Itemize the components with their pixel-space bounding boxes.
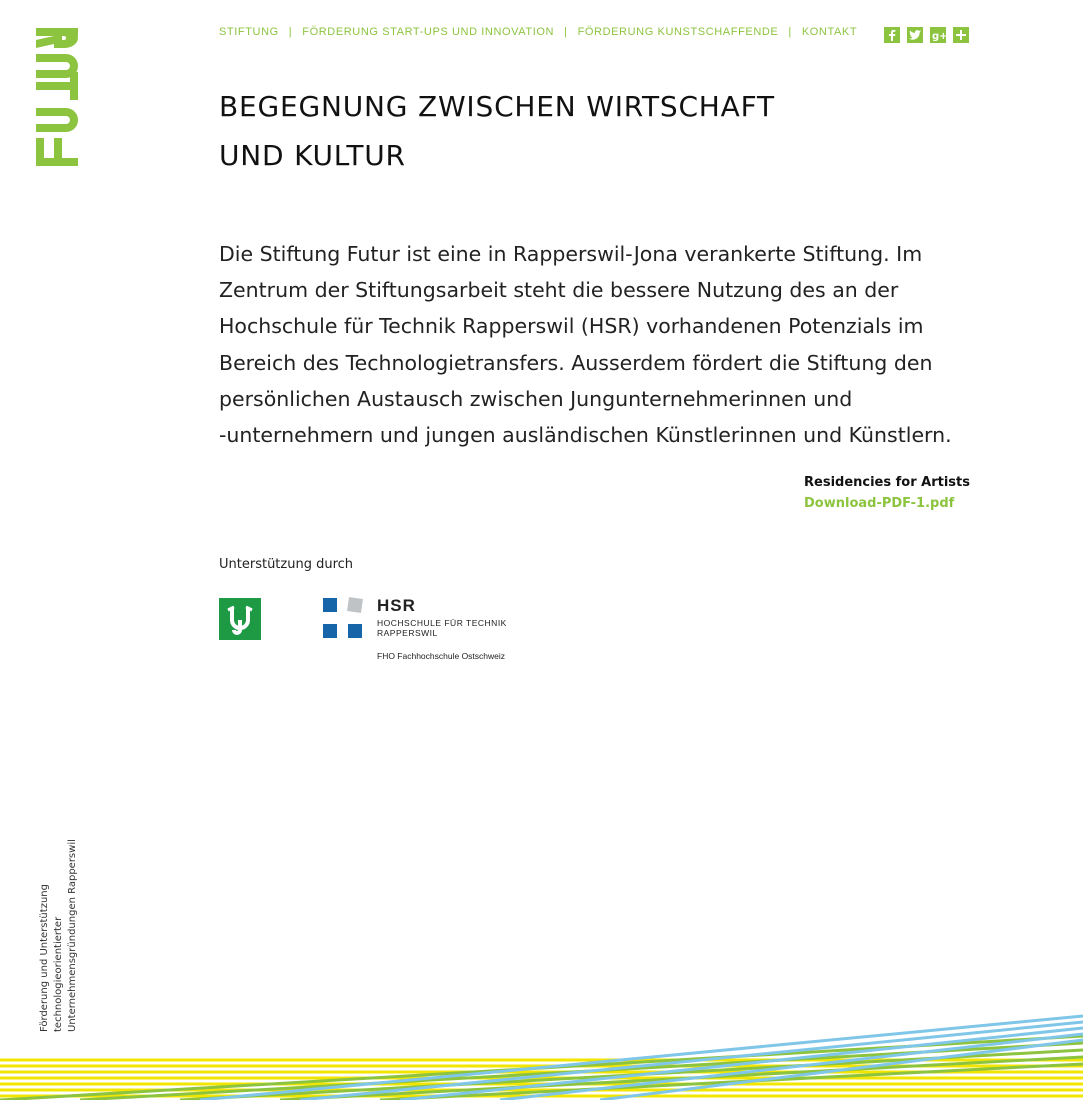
hsr-logo-square [323,598,337,612]
hsr-subtitle-line: HOCHSCHULE FÜR TECHNIK [377,618,507,628]
intro-line: -unternehmern und jungen ausländischen Künstlerinnen und Künstlern. [219,423,952,448]
download-title: Residencies for Artists [804,475,970,490]
intro-paragraph [219,236,989,453]
hsr-subtitle [377,618,527,638]
support-label: Unterstützung durch [219,557,354,572]
facebook-icon[interactable] [884,27,900,43]
page-title [219,82,919,180]
nav-separator: | [288,26,293,38]
nav-separator: | [788,26,792,38]
intro-line: persönlichen Austausch zwischen Jungunternehmerinnen und [219,386,853,411]
download-pdf-link[interactable]: Download-PDF-1.pdf [804,496,955,511]
nav-item-stiftung[interactable]: STIFTUNG [219,26,279,38]
page-title-line: BEGEGNUNG ZWISCHEN WIRTSCHAFT [219,90,775,123]
intro-line: Die Stiftung Futur ist eine in Rapperswil-Jona verankerte Stiftung. Im [219,242,923,266]
google-plus-icon[interactable] [930,27,946,43]
decorative-stripes [0,1000,1083,1100]
tagline-line: Unternehmensgründungen Rapperswil [67,839,78,1032]
futur-logo[interactable] [36,28,80,166]
intro-line: Zentrum der Stiftungsarbeit steht die bessere Nutzung des an der [219,278,899,303]
nav-item-startups[interactable]: FÖRDERUNG START-UPS UND INNOVATION [302,26,555,38]
fho-label: FHO Fachhochschule Ostschweiz [377,651,506,661]
nav-item-kontakt[interactable]: KONTAKT [801,26,858,38]
social-share [884,27,969,43]
hsr-logo-square [348,624,362,638]
svg-text:g+: g+ [932,31,948,42]
hsr-logo-square [347,597,363,613]
tagline-line: Förderung und Unterstützung [39,884,50,1032]
rapperswil-jona-logo[interactable] [219,598,261,640]
hsr-name: HSR [377,596,416,615]
nav-item-kunstschaffende[interactable]: FÖRDERUNG KUNSTSCHAFFENDE [577,26,779,38]
plus-icon[interactable] [953,27,969,43]
tagline-line: technologieorientierter [53,916,64,1032]
twitter-icon[interactable] [907,27,923,43]
hsr-logo-square [323,624,337,638]
intro-line: Hochschule für Technik Rapperswil (HSR) vorhandenen Potenzials im [219,314,924,339]
page-title-line: UND KULTUR [219,139,406,172]
hsr-logo[interactable] [322,596,522,666]
hsr-subtitle-line: RAPPERSWIL [377,628,438,638]
main-nav [219,26,857,38]
nav-separator: | [564,26,568,38]
download-block [804,474,970,516]
intro-line: Bereich des Technologietransfers. Ausserdem fördert die Stiftung den [219,350,933,375]
